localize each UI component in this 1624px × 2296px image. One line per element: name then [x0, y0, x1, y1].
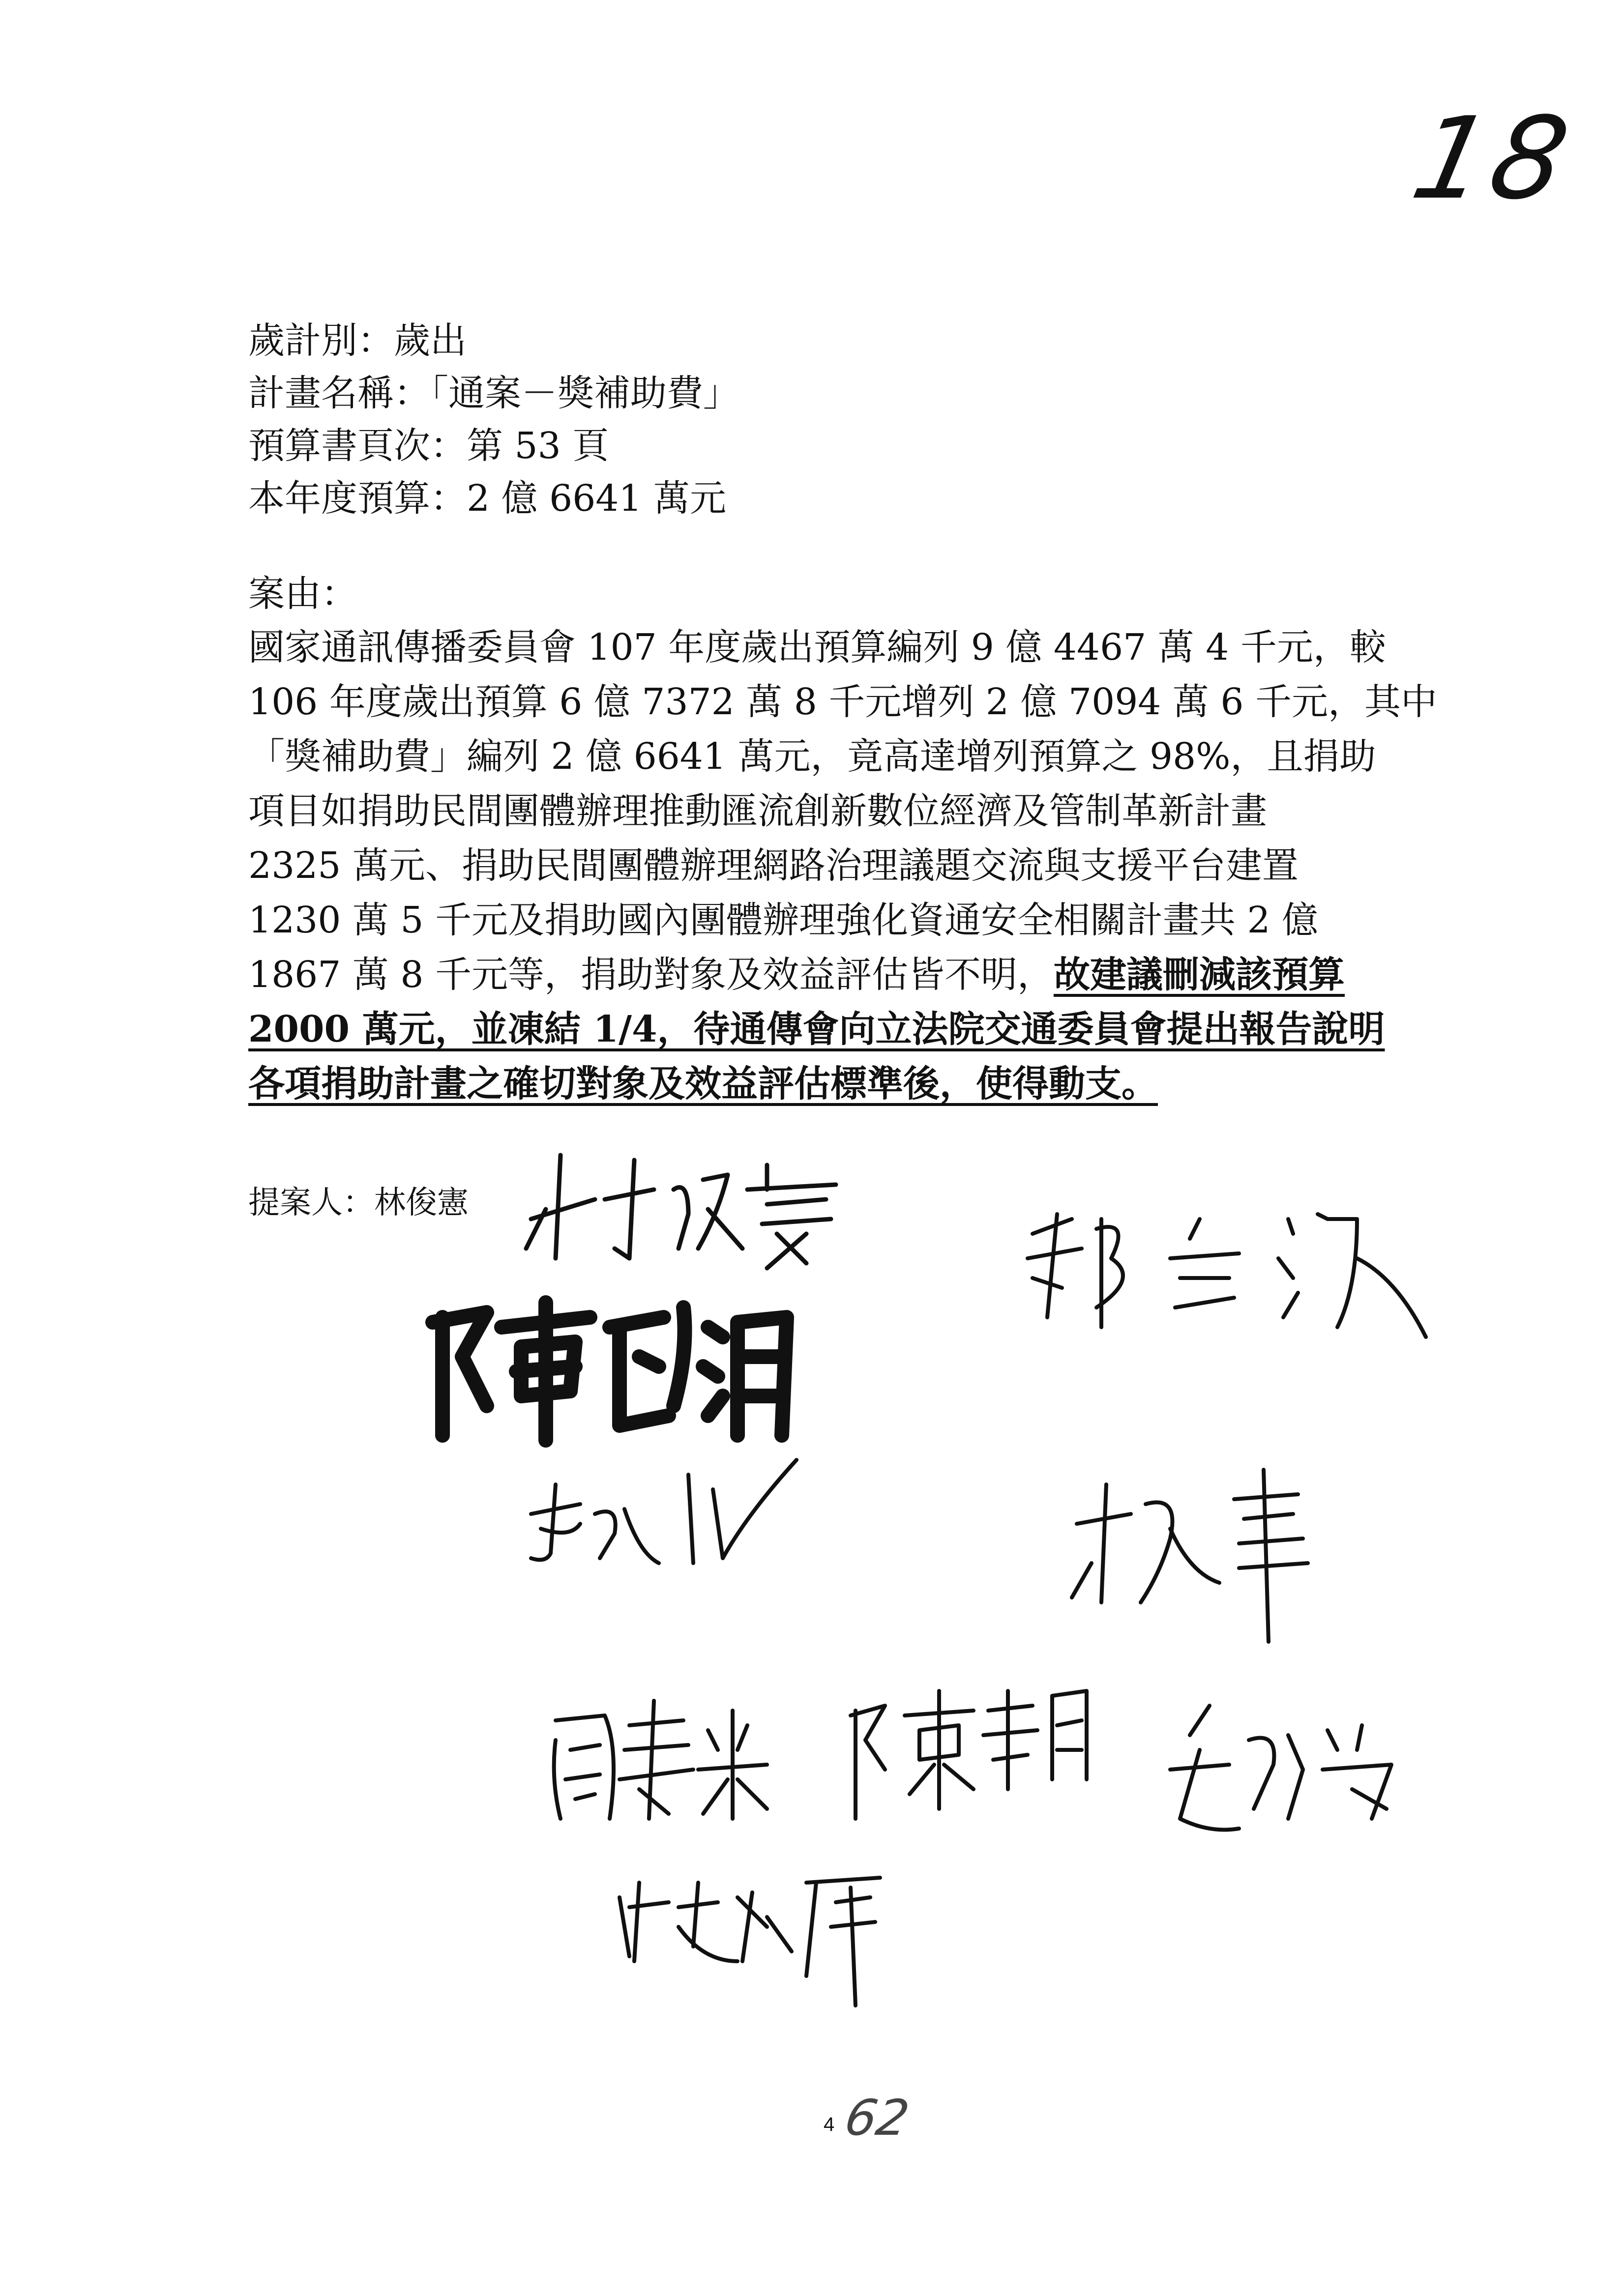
recommendation-line-3: 各項捐助計畫之確切對象及效益評估標準後，使得動支。 — [248, 1063, 1158, 1105]
budget-book-page: 預算書頁次：第 53 頁 — [248, 425, 609, 467]
body-line-7 — [248, 948, 1428, 1002]
budget-category: 歲計別：歲出 — [248, 320, 467, 362]
body-line-7-plain: 1867 萬 8 千元等，捐助對象及效益評估皆不明， — [248, 954, 1054, 996]
body-line-5: 2325 萬元、捐助民間團體辦理網路治理議題交流與支援平台建置 — [248, 844, 1299, 887]
signature-1 — [526, 1155, 836, 1268]
recommendation-start: 故建議刪減該預算 — [1053, 954, 1345, 996]
signature-4 — [531, 1460, 797, 1563]
handwritten-footer-number: 62 — [840, 2089, 914, 2147]
signature-3 — [1028, 1214, 1426, 1337]
signature-6 — [554, 1701, 767, 1819]
proposer-label: 提案人：林俊憲 — [248, 1185, 469, 1221]
signature-2 — [433, 1303, 787, 1440]
reason-heading: 案由： — [248, 573, 357, 615]
recommendation-line-2: 2000 萬元，並凍結 1/4，待通傳會向立法院交通委員會提出報告說明 — [248, 1008, 1385, 1050]
handwritten-page-number: 18 — [1402, 93, 1584, 225]
body-line-2: 106 年度歲出預算 6 億 7372 萬 8 千元增列 2 億 7094 萬 6 千元，其中 — [248, 681, 1438, 723]
signature-8 — [1170, 1706, 1391, 1830]
signature-5 — [1072, 1470, 1308, 1642]
reason-body — [248, 620, 1438, 1111]
body-line-4: 項目如捐助民間團體辦理推動匯流創新數位經濟及管制革新計畫 — [248, 790, 1267, 832]
body-line-3: 「獎補助費」編列 2 億 6641 萬元，竟高達增列預算之 98%，且捐助 — [248, 735, 1376, 778]
body-line-1: 國家通訊傳播委員會 107 年度歲出預算編列 9 億 4467 萬 4 千元，較 — [248, 626, 1386, 668]
page-number: 4 — [824, 2114, 835, 2135]
signature-9 — [620, 1878, 880, 2005]
plan-name: 計畫名稱：「通案－獎補助費」 — [248, 372, 739, 414]
annual-budget: 本年度預算：2 億 6641 萬元 — [248, 477, 726, 520]
signature-7 — [851, 1691, 1087, 1819]
budget-meta-block — [248, 315, 739, 525]
body-line-6: 1230 萬 5 千元及捐助國內團體辦理強化資通安全相關計畫共 2 億 — [248, 899, 1319, 941]
